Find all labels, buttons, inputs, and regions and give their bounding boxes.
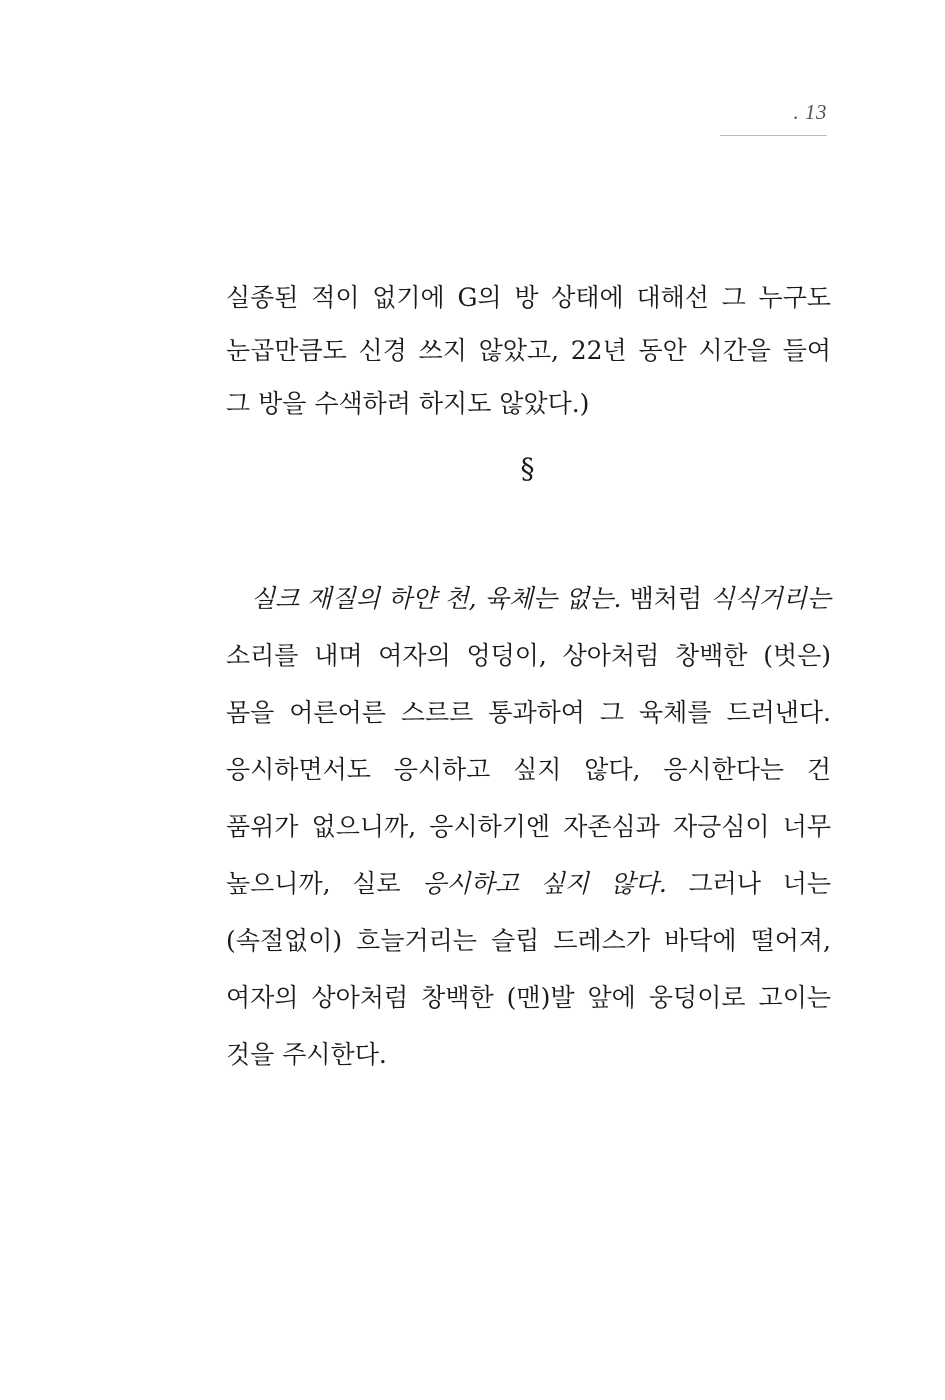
paragraph-2-text-2: 소리를 내며 여자의 엉덩이, 상아처럼 창백한 (벗은) 몸을 어른어른 스르르 통과하여 그 육체를 드러낸다. 응시하면서도 응시하고 싶지 않다, 응시한다는 건 품위가 없으니까, 응시하기엔 자존심과 자긍심이 너무 높으니까, 실로 bbox=[226, 641, 831, 898]
page-number: . 13 bbox=[793, 100, 827, 124]
section-mark: § bbox=[520, 452, 535, 485]
italic-phrase-3: 응시하고 싶지 않다. bbox=[422, 869, 667, 898]
paragraph-2-text-1: 뱀처럼 bbox=[621, 584, 711, 613]
paragraph-1: 실종된 적이 없기에 G의 방 상태에 대해선 그 누구도 눈곱만큼도 신경 쓰지 않았고, 22년 동안 시간을 들여 그 방을 수색하려 하지도 않았다.) bbox=[226, 283, 831, 418]
paragraph-2-text-3: 그러나 너는 (속절없이) 흐늘거리는 슬립 드레스가 바닥에 떨어져, 여자의 상아처럼 창백한 (맨)발 앞에 웅덩이로 고이는 것을 주시한다. bbox=[226, 869, 831, 1069]
paragraph-2 bbox=[226, 570, 831, 1083]
italic-phrase-2: 식식거리는 bbox=[710, 584, 831, 613]
italic-phrase-1: 실크 재질의 하얀 천, 육체는 없는. bbox=[251, 584, 622, 613]
header-rule bbox=[720, 135, 827, 136]
